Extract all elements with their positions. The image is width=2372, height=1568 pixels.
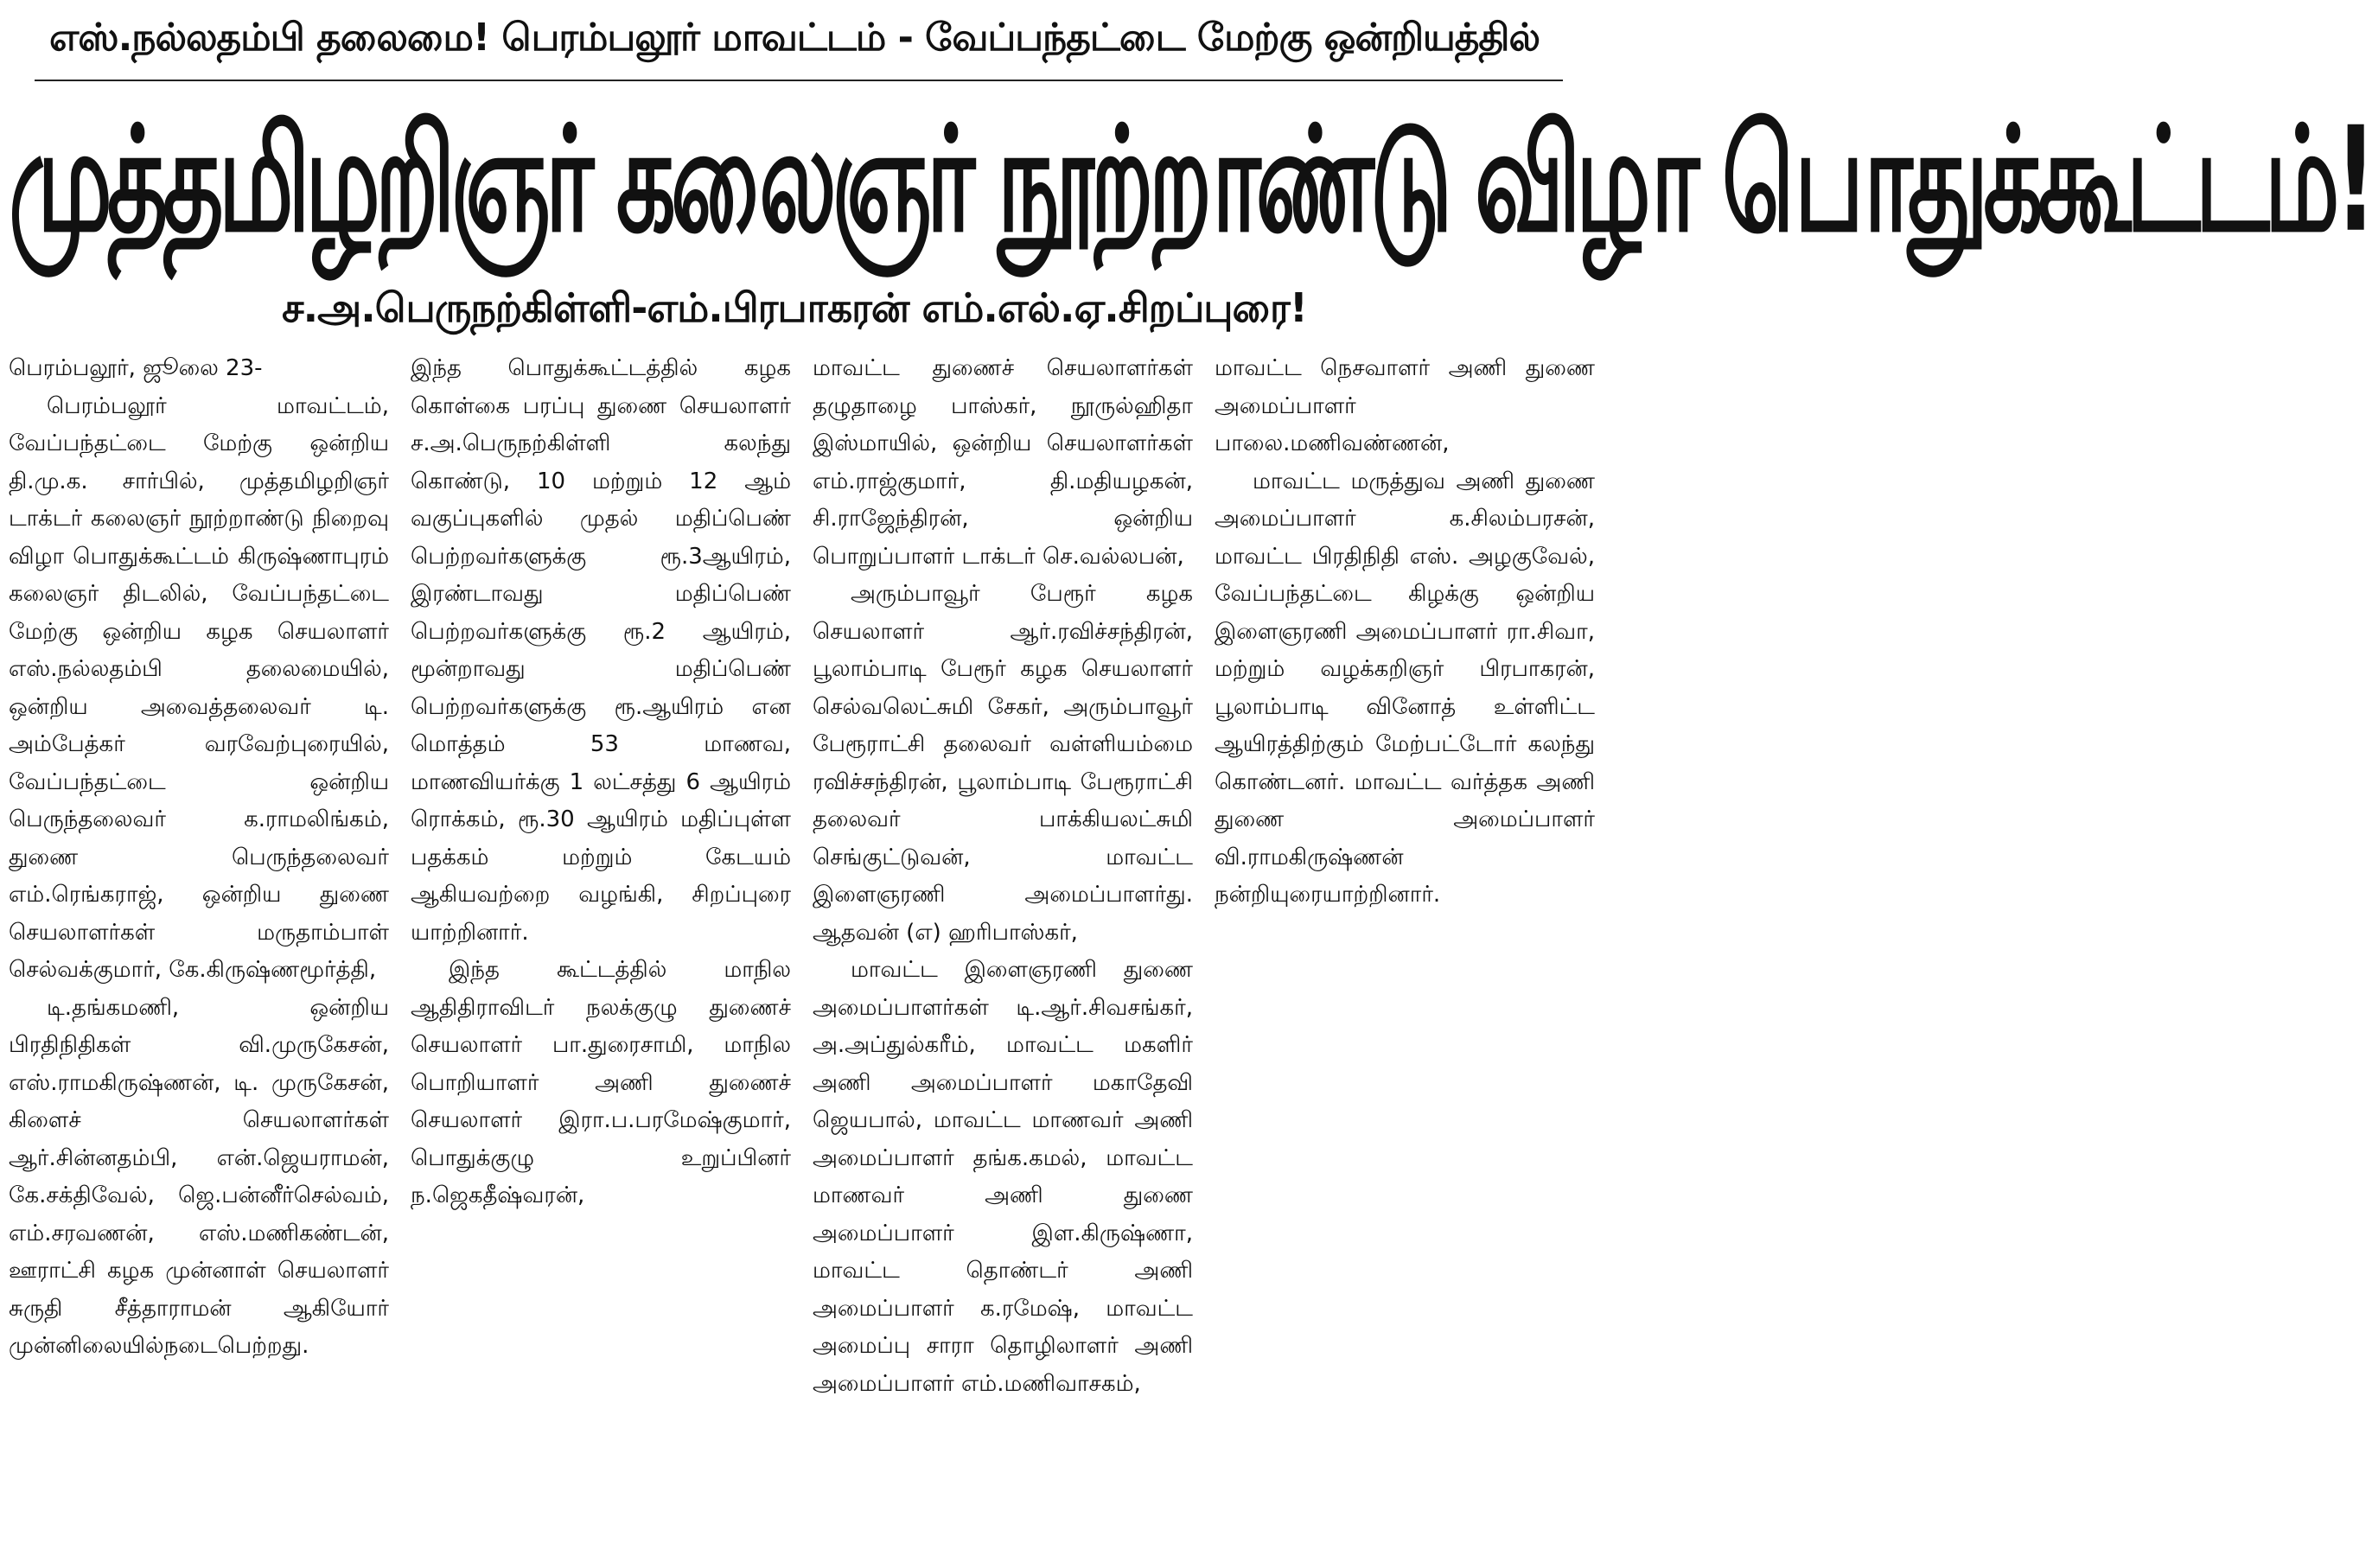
subheadline: ச.அ.பெருநற்கிள்ளி-எம்.பிரபாகரன் எம்.எல்.ஏ.சிறப்புரை! <box>282 284 1307 331</box>
kicker-line: எஸ்.நல்லதம்பி தலைமை! பெரம்பலூர் மாவட்டம் - வேப்பந்தட்டை மேற்கு ஒன்றியத்தில் <box>48 16 1540 60</box>
paragraph-8: மாவட்ட நெசவாளர் அணி துணை அமைப்பாளர் பாலை.மணிவண்ணன், <box>1215 355 1595 456</box>
paragraph-4: இந்த கூட்டத்தில் மாநில ஆதிதிராவிடர் நலக்குழு துணைச் செயலாளர் பா.துரைசாமி, மாநில பொறியாளர் அணி துணைச் செயலாளர் இரா.ப.பரமேஷ்குமார், பொதுக்குழு உறுப்பினர் ந.ஜெகதீஷ்வரன், <box>411 957 791 1208</box>
column-1 <box>9 350 389 1560</box>
headline: முத்தமிழறிஞர் கலைஞர் நூற்றாண்டு விழா பொதுக்கூட்டம்! <box>9 97 2372 265</box>
paragraph-6: அரும்பாவூர் பேரூர் கழக செயலாளர் ஆர்.ரவிச்சந்திரன், பூலாம்பாடி பேரூர் கழக செயலாளர் செல்வலெட்சுமி சேகர், அரும்பாவூர் பேரூராட்சி தலைவர் வள்ளியம்மை ரவிச்சந்திரன், பூலாம்பாடி பேரூராட்சி தலைவர் பாக்கியலட்சுமி செங்குட்டுவன், மாவட்ட இளைஞரணி அமைப்பாளர்து. ஆதவன் (எ) ஹரிபாஸ்கர், <box>813 581 1193 946</box>
paragraph-9: மாவட்ட மருத்துவ அணி துணை அமைப்பாளர் க.சிலம்பரசன், மாவட்ட பிரதிநிதி எஸ். அழகுவேல், வேப்பந்தட்டை கிழக்கு ஒன்றிய இளைஞரணி அமைப்பாளர் ரா.சிவா, மற்றும் வழக்கறிஞர் பிரபாகரன், பூலாம்பாடி வினோத் உள்ளிட்ட ஆயிரத்திற்கும் மேற்பட்டோர் கலந்து கொண்டனர். மாவட்ட வர்த்தக அணி துணை அமைப்பாளர் வி.ராமகிருஷ்ணன் நன்றியுரையாற்றினார். <box>1215 468 1595 908</box>
column-4 <box>1215 350 1595 1560</box>
paragraph-5: மாவட்ட துணைச் செயலாளர்கள் தழுதாழை பாஸ்கர், நூருல்ஹிதா இஸ்மாயில், ஒன்றிய செயலாளர்கள் எம்.ராஜ்குமார், தி.மதியழகன், சி.ராஜேந்திரன், ஒன்றிய பொறுப்பாளர் டாக்டர் செ.வல்லபன், <box>813 355 1193 570</box>
column-3 <box>813 350 1193 1560</box>
paragraph-7: மாவட்ட இளைஞரணி துணை அமைப்பாளர்கள் டி.ஆர்.சிவசங்கர், அ.அப்துல்கரீம், மாவட்ட மகளிர் அணி அமைப்பாளர் மகாதேவி ஜெயபால், மாவட்ட மாணவர் அணி அமைப்பாளர் தங்க.கமல், மாவட்ட மாணவர் அணி துணை அமைப்பாளர் இள.கிருஷ்ணா, மாவட்ட தொண்டர் அணி அமைப்பாளர் க.ரமேஷ், மாவட்ட அமைப்பு சாரா தொழிலாளர் அணி அமைப்பாளர் எம்.மணிவாசகம், <box>813 957 1193 1397</box>
article-body <box>9 350 1595 1560</box>
paragraph-3: இந்த பொதுக்கூட்டத்தில் கழக கொள்கை பரப்பு துணை செயலாளர் ச.அ.பெருநற்கிள்ளி கலந்து கொண்டு, 10 மற்றும் 12 ஆம் வகுப்புகளில் முதல் மதிப்பெண் பெற்றவர்களுக்கு ரூ.3ஆயிரம், இரண்டாவது மதிப்பெண் பெற்றவர்களுக்கு ரூ.2 ஆயிரம், மூன்றாவது மதிப்பெண் பெற்றவர்களுக்கு ரூ.ஆயிரம் என மொத்தம் 53 மாணவ, மாணவியர்க்கு 1 லட்சத்து 6 ஆயிரம் ரொக்கம், ரூ.30 ஆயிரம் மதிப்புள்ள பதக்கம் மற்றும் கேடயம் ஆகியவற்றை வழங்கி, சிறப்புரை யாற்றினார். <box>411 355 791 946</box>
dateline: பெரம்பலூர், ஜூலை 23- <box>9 355 263 381</box>
column-2 <box>411 350 791 1560</box>
paragraph-1: பெரம்பலூர் மாவட்டம், வேப்பந்தட்டை மேற்கு ஒன்றிய தி.மு.க. சார்பில், முத்தமிழறிஞர் டாக்டர் கலைஞர் நூற்றாண்டு நிறைவு விழா பொதுக்கூட்டம் கிருஷ்ணாபுரம் கலைஞர் திடலில், வேப்பந்தட்டை மேற்கு ஒன்றிய கழக செயலாளர் எஸ்.நல்லதம்பி தலைமையில், ஒன்றிய அவைத்தலைவர் டி. அம்பேத்கர் வரவேற்புரையில், வேப்பந்தட்டை ஒன்றிய பெருந்தலைவர் க.ராமலிங்கம், துணை பெருந்தலைவர் எம்.ரெங்கராஜ், ஒன்றிய துணை செயலாளர்கள் மருதாம்பாள் செல்வக்குமார், கே.கிருஷ்ணமூர்த்தி, <box>9 392 389 983</box>
paragraph-2: டி.தங்கமணி, ஒன்றிய பிரதிநிதிகள் வி.முருகேசன், எஸ்.ராமகிருஷ்ணன், டி. முருகேசன், கிளைச் செயலாளர்கள் ஆர்.சின்னதம்பி, என்.ஜெயராமன், கே.சக்திவேல், ஜெ.பன்னீர்செல்வம், எம்.சரவணன், எஸ்.மணிகண்டன், ஊராட்சி கழக முன்னாள் செயலாளர் சுருதி சீத்தாராமன் ஆகியோர் முன்னிலையில்நடைபெற்றது. <box>9 994 389 1359</box>
